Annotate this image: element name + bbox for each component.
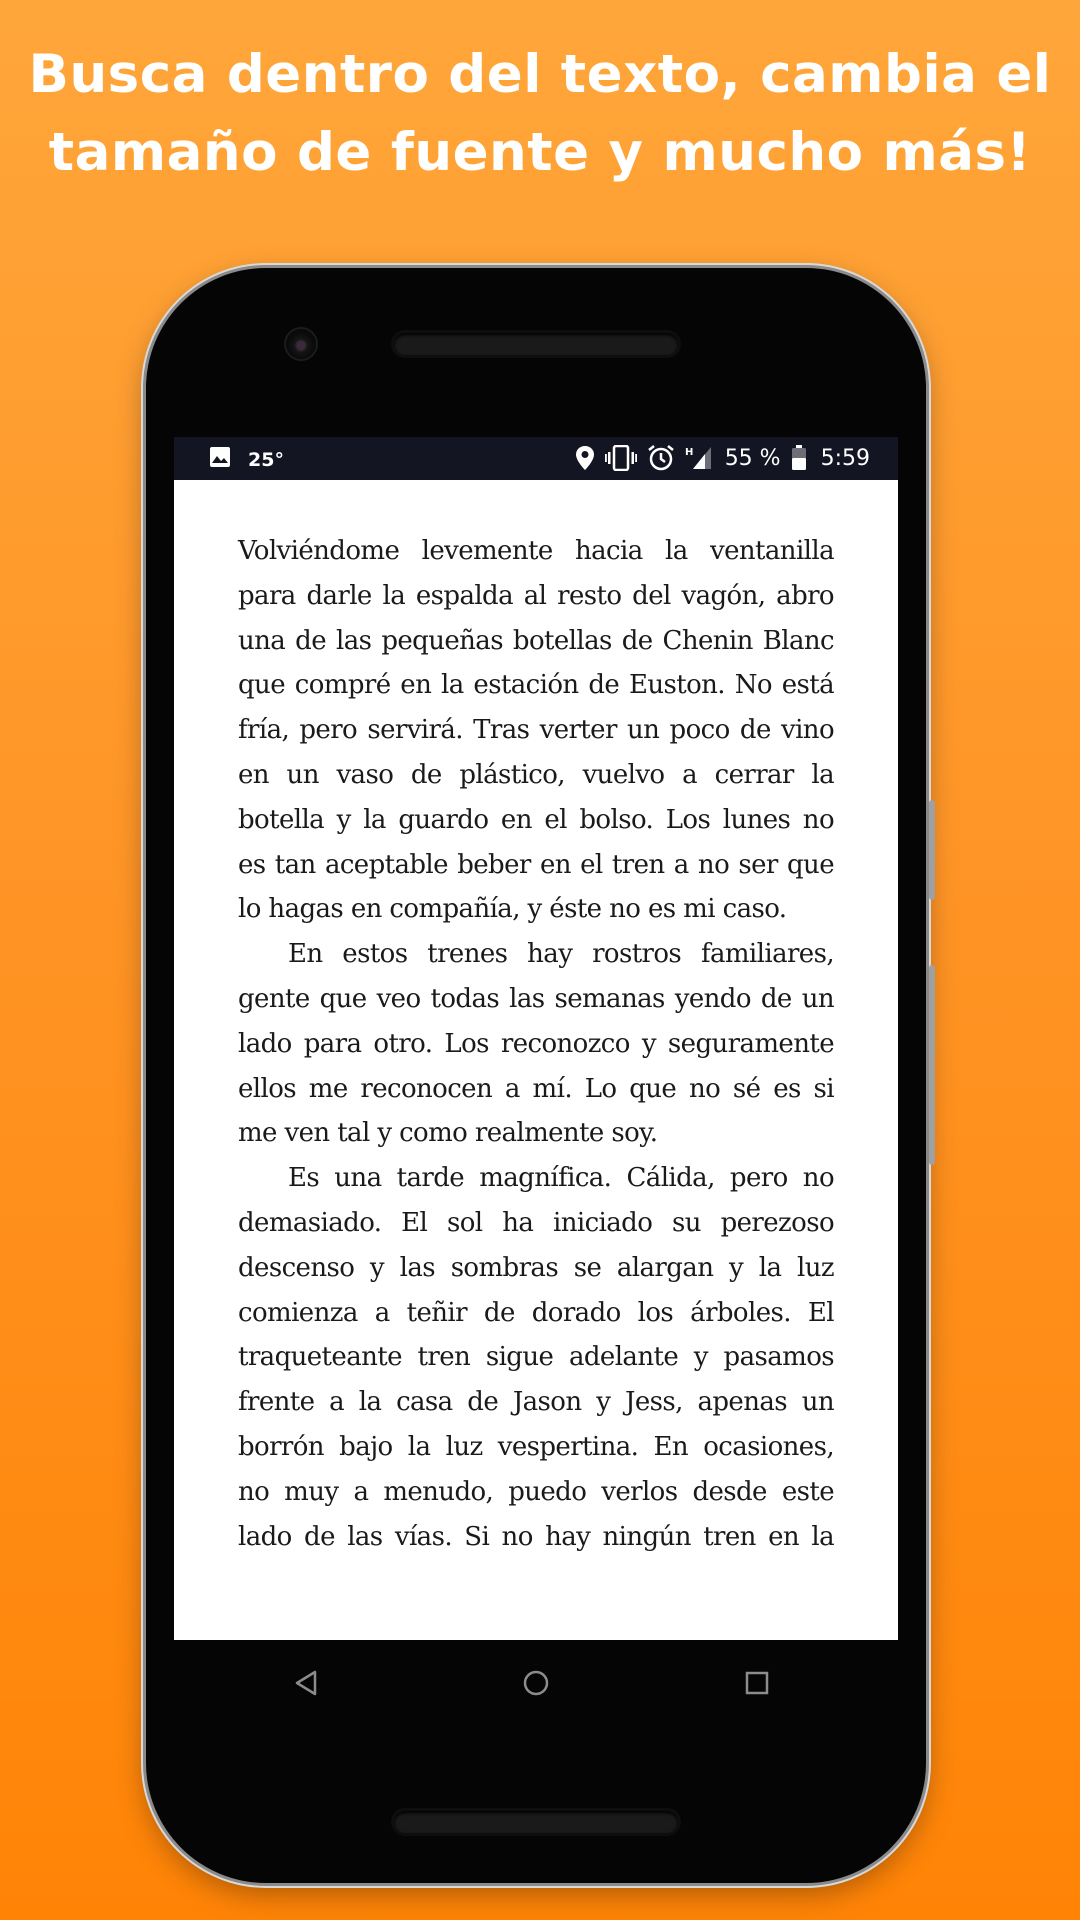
reader-line: una de las pequeñas botellas de Chenin Blanc — [238, 625, 834, 656]
reader-line: En estos trenes hay rostros familiares, — [288, 939, 834, 970]
signal-h-icon — [685, 445, 713, 471]
recents-icon[interactable] — [734, 1660, 780, 1706]
reader-line: que compré en la estación de Euston. No está — [238, 670, 834, 701]
reader-line: Es una tarde magnífica. Cálida, pero no — [288, 1163, 834, 1194]
reader-line: comienza a teñir de dorado los árboles. El — [238, 1297, 834, 1328]
temperature-text: 25° — [248, 449, 284, 471]
reader-text-page[interactable] — [238, 529, 834, 1559]
reader-line: demasiado. El sol ha iniciado su perezoso — [238, 1207, 834, 1238]
status-bar — [174, 437, 898, 480]
headline — [0, 36, 1080, 192]
reader-line: ellos me reconocen a mí. Lo que no sé es si — [238, 1073, 834, 1104]
reader-line: es tan aceptable beber en el tren a no ser que — [238, 849, 834, 880]
reader-line: botella y la guardo en el bolso. Los lunes no — [238, 804, 834, 835]
image-icon — [208, 445, 232, 475]
home-icon[interactable] — [513, 1660, 559, 1706]
reader-line: gente que veo todas las semanas yendo de un — [238, 983, 834, 1014]
phone-volume-button — [929, 800, 935, 900]
phone-power-button — [929, 965, 935, 1165]
reader-line: lado de las vías. Si no hay ningún tren en la — [238, 1521, 834, 1552]
location-icon — [575, 445, 595, 471]
reader-line: lo hagas en compañía, y éste no es mi caso. — [238, 894, 787, 925]
bottom-speaker — [394, 1811, 678, 1833]
reader-line: frente a la casa de Jason y Jess, apenas un — [238, 1387, 834, 1418]
reader-line: me ven tal y como realmente soy. — [238, 1118, 658, 1149]
front-camera — [286, 329, 316, 359]
back-icon[interactable] — [284, 1660, 330, 1706]
reader-line: Volviéndome levemente hacia la ventanilla — [238, 536, 834, 566]
status-bar-left — [208, 445, 284, 475]
headline-line-1: Busca dentro del texto, cambia el — [28, 44, 1052, 105]
phone-screen — [174, 437, 898, 1640]
reader-line: para darle la espalda al resto del vagón, abro — [238, 580, 834, 611]
reader-line: lado para otro. Los reconozco y seguramente — [238, 1028, 834, 1059]
reader-line: borrón bajo la luz vespertina. En ocasiones, — [238, 1431, 834, 1462]
navigation-bar — [174, 1640, 898, 1726]
svg-text:H: H — [684, 447, 694, 458]
reader-line: traqueteante tren sigue adelante y pasamos — [238, 1342, 834, 1373]
reader-line: no muy a menudo, puedo verlos desde este — [238, 1476, 834, 1507]
battery-percent: 55 % — [724, 445, 781, 471]
reader-line: en un vaso de plástico, vuelvo a cerrar la — [238, 759, 834, 790]
headline-line-2: tamaño de fuente y mucho más! — [48, 122, 1032, 183]
clock-time: 5:59 — [820, 445, 870, 471]
alarm-icon — [647, 444, 675, 472]
vibrate-icon — [605, 445, 637, 471]
status-bar-right — [565, 444, 870, 472]
reader-line: fría, pero servirá. Tras verter un poco de vino — [238, 715, 834, 746]
battery-icon — [791, 445, 807, 471]
reader-line: descenso y las sombras se alargan y la luz — [238, 1252, 834, 1283]
earpiece-speaker — [394, 333, 678, 355]
